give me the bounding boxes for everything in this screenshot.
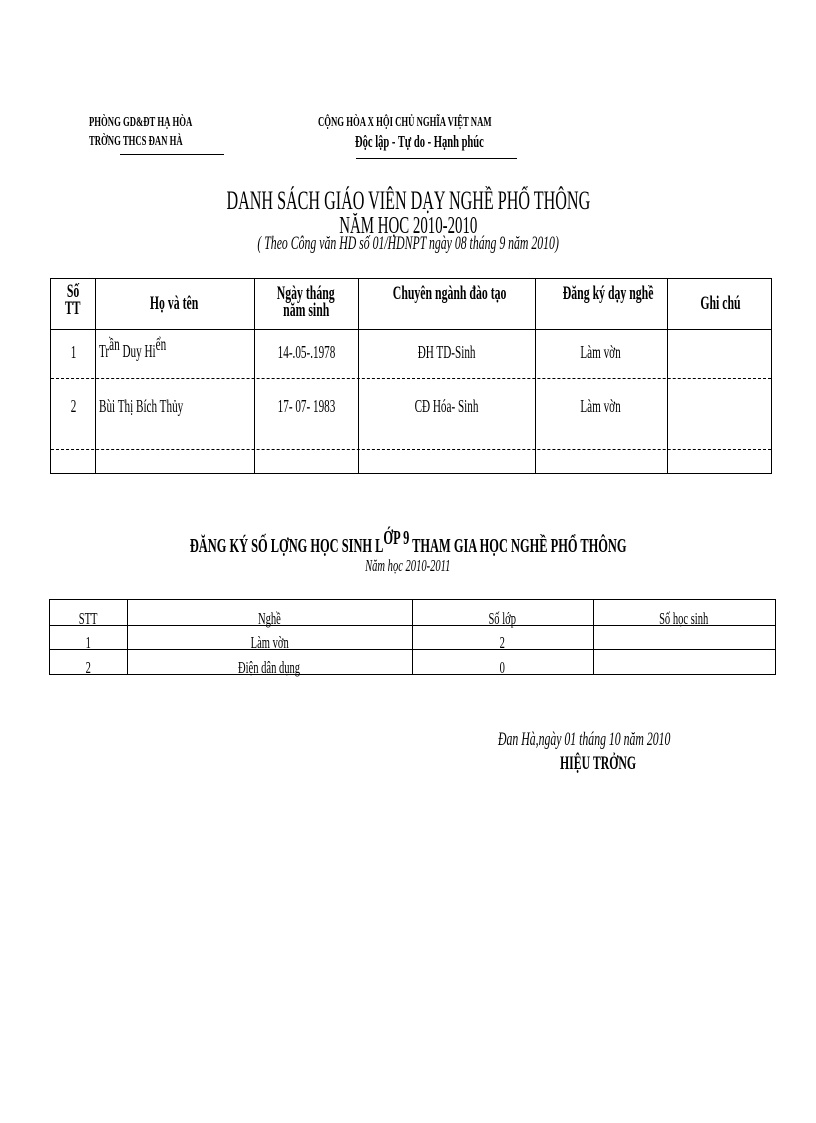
row1-name: Trần Duy Hiển (99, 334, 167, 361)
country-motto: Độc lập - Tự do - Hạnh phúc (355, 132, 484, 151)
row1-register: Làm vờn (580, 342, 622, 362)
header-class-count: Số lớp (488, 609, 517, 628)
signature-date: Đan Hà,ngày 01 tháng 10 năm 2010 (498, 729, 671, 750)
department-name: PHÒNG GD&ĐT HẠ HÒA (89, 115, 193, 130)
header-divider (51, 329, 771, 330)
row2-dob: 17- 07- 1983 (277, 396, 335, 416)
row1-dob: 14-.05-.1978 (277, 342, 335, 362)
document-title: DANH SÁCH GIÁO VIÊN DẠY NGHỀ PHỔ THÔNG (226, 186, 590, 215)
row1-stt: 1 (85, 633, 91, 652)
row2-register: Làm vờn (580, 396, 622, 416)
row1-trade: Làm vờn (250, 633, 289, 652)
header-stt: STT (78, 609, 98, 628)
header-major: Chuyên ngành đào tạo (392, 283, 507, 304)
column-divider (535, 279, 536, 473)
school-underline (120, 154, 224, 155)
header-trade: Nghề (258, 609, 281, 628)
row2-trade: Điện dân dụng (238, 658, 301, 677)
header-name: Họ và tên (150, 293, 199, 314)
header-note: Ghi chú (699, 293, 741, 314)
reference-note: ( Theo Công văn HD số 01/HDNPT ngày 08 tháng 9 năm 2010) (257, 233, 559, 254)
country-name: CỘNG HÒA X HỘI CHỦ NGHĨA VIỆT NAM (318, 115, 492, 130)
students-table (49, 599, 776, 675)
row1-major: ĐH TD-Sinh (417, 342, 476, 362)
motto-underline (356, 158, 517, 159)
row-divider (51, 449, 771, 450)
row2-stt: 2 (85, 658, 91, 677)
column-divider (775, 599, 776, 675)
row2-name: Bùi Thị Bích Thủy (99, 396, 184, 416)
signature-role: HIỆU TRỞNG (560, 753, 637, 774)
teachers-table (50, 278, 772, 474)
row-divider (51, 378, 771, 379)
header-dob: Ngày tháng năm sinh (277, 283, 335, 321)
header-student-count: Số học sinh (659, 609, 709, 628)
school-year-title: NĂM HỌC 2010-2010 (338, 213, 478, 239)
row1-stt: 1 (70, 342, 76, 362)
header-register: Đăng ký dạy nghề (562, 283, 654, 304)
school-name: TRỜNG THCS ĐAN HÀ (89, 134, 183, 149)
column-divider (358, 279, 359, 473)
header-stt: Số TT (65, 281, 81, 319)
section2-title: ĐĂNG KÝ SỐ LỢNG HỌC SINH LỚP 9 THAM GIA HỌC NGHỀ PHỔ THÔNG (189, 527, 627, 557)
row1-class-count: 2 (499, 633, 506, 652)
row2-major: CĐ Hóa- Sinh (414, 396, 479, 416)
section2-subtitle: Năm học 2010-2011 (365, 556, 451, 575)
row2-stt: 2 (70, 396, 76, 416)
row2-class-count: 0 (499, 658, 506, 677)
